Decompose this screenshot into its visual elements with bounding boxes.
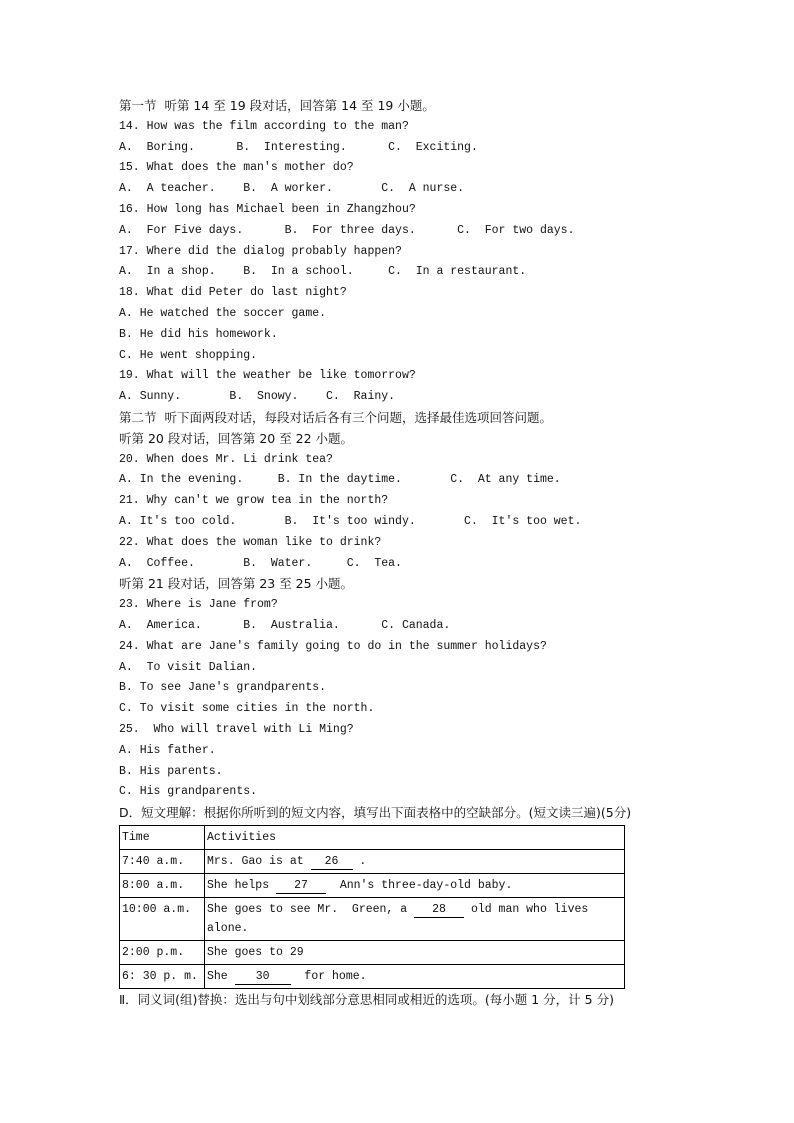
q18-option-c: C. He went shopping.	[119, 348, 258, 362]
q18-option-b: B. He did his homework.	[119, 327, 278, 341]
section-d-heading: D．短文理解：根据你所听到的短文内容，填写出下面表格中的空缺部分。(短文读三遍)(5分)	[119, 805, 632, 821]
activity-text: She goes to	[207, 945, 290, 959]
q14-options: A. Boring. B. Interesting. C. Exciting.	[119, 140, 478, 154]
activity-text: She helps	[207, 878, 277, 892]
row-time: 2:00 p.m.	[120, 940, 205, 964]
row-time: 8:00 a.m.	[120, 873, 205, 897]
dialog-20-heading: 听第 20 段对话，回答第 20 至 22 小题。	[119, 430, 354, 446]
q24-stem: 24. What are Jane's family going to do in the summer holidays?	[119, 639, 547, 653]
table-row	[120, 964, 625, 988]
q17-stem: 17. Where did the dialog probably happen?	[119, 244, 402, 258]
activity-text: Ann's three-day-old baby.	[326, 878, 513, 892]
blank-27[interactable]: 27	[276, 879, 326, 894]
blank-30[interactable]: 30	[235, 970, 291, 985]
activity-text: .	[352, 854, 367, 868]
blank-26[interactable]: 26	[311, 855, 353, 870]
row-activity	[205, 940, 625, 964]
activity-text: old man who lives alone.	[207, 902, 589, 935]
row-time: 6: 30 p. m.	[120, 964, 205, 988]
row-activity	[205, 849, 625, 873]
header-activities: Activities	[205, 825, 625, 849]
q22-stem: 22. What does the woman like to drink?	[119, 535, 382, 549]
q14-stem: 14. How was the film according to the man?	[119, 119, 409, 133]
q17-options: A. In a shop. B. In a school. C. In a restaurant.	[119, 265, 527, 279]
row-activity	[205, 964, 625, 988]
q21-options: A. It's too cold. B. It's too windy. C. It's too wet.	[119, 514, 582, 528]
table-header-row	[120, 825, 625, 849]
blank-29[interactable]: 29	[289, 945, 304, 959]
table-row	[120, 897, 625, 940]
q24-option-a: A. To visit Dalian.	[119, 660, 258, 674]
activity-text: She goes to see Mr. Green, a	[207, 902, 415, 916]
activity-text: for home.	[290, 969, 367, 983]
q23-stem: 23. Where is Jane from?	[119, 598, 278, 612]
table-row	[120, 849, 625, 873]
q19-stem: 19. What will the weather be like tomorrow?	[119, 369, 416, 383]
section-1-heading: 第一节 听第 14 至 19 段对话，回答第 14 至 19 小题。	[119, 98, 435, 113]
q15-stem: 15. What does the man's mother do?	[119, 161, 354, 175]
q25-option-b: B. His parents.	[119, 764, 223, 778]
q19-options: A. Sunny. B. Snowy. C. Rainy.	[119, 390, 396, 404]
section-ii-heading: Ⅱ．同义词(组)替换：选出与句中划线部分意思相同或相近的选项。(每小题 1 分，计 5 分)	[119, 991, 614, 1007]
q15-options: A. A teacher. B. A worker. C. A nurse.	[119, 182, 465, 196]
q16-options: A. For Five days. B. For three days. C. For two days.	[119, 223, 575, 237]
q22-options: A. Coffee. B. Water. C. Tea.	[119, 556, 402, 570]
row-time: 7:40 a.m.	[120, 849, 205, 873]
table-row	[120, 940, 625, 964]
exam-page	[119, 96, 689, 1011]
section-2-heading: 第二节 听下面两段对话，每段对话后各有三个问题，选择最佳选项回答问题。	[119, 409, 552, 425]
header-time: Time	[120, 825, 205, 849]
q16-stem: 16. How long has Michael been in Zhangzhou?	[119, 202, 416, 216]
q21-stem: 21. Why can't we grow tea in the north?	[119, 494, 389, 508]
activity-text: Mrs. Gao is at	[207, 854, 311, 868]
q25-option-c: C. His grandparents.	[119, 785, 258, 799]
activity-text: She	[207, 969, 235, 983]
q20-stem: 20. When does Mr. Li drink tea?	[119, 452, 333, 466]
table-row	[120, 873, 625, 897]
q23-options: A. America. B. Australia. C. Canada.	[119, 618, 451, 632]
q20-options: A. In the evening. B. In the daytime. C. At any time.	[119, 473, 561, 487]
dialog-21-heading: 听第 21 段对话，回答第 23 至 25 小题。	[119, 576, 354, 592]
q24-option-b: B. To see Jane's grandparents.	[119, 681, 327, 695]
row-activity	[205, 873, 625, 897]
q18-stem: 18. What did Peter do last night?	[119, 286, 347, 300]
row-time: 10:00 a.m.	[120, 897, 205, 940]
q18-option-a: A. He watched the soccer game.	[119, 306, 327, 320]
q24-option-c: C. To visit some cities in the north.	[119, 702, 375, 716]
q25-option-a: A. His father.	[119, 743, 216, 757]
q25-stem: 25. Who will travel with Li Ming?	[119, 722, 354, 736]
row-activity	[205, 897, 625, 940]
fill-in-table	[119, 825, 625, 989]
blank-28[interactable]: 28	[414, 903, 464, 918]
